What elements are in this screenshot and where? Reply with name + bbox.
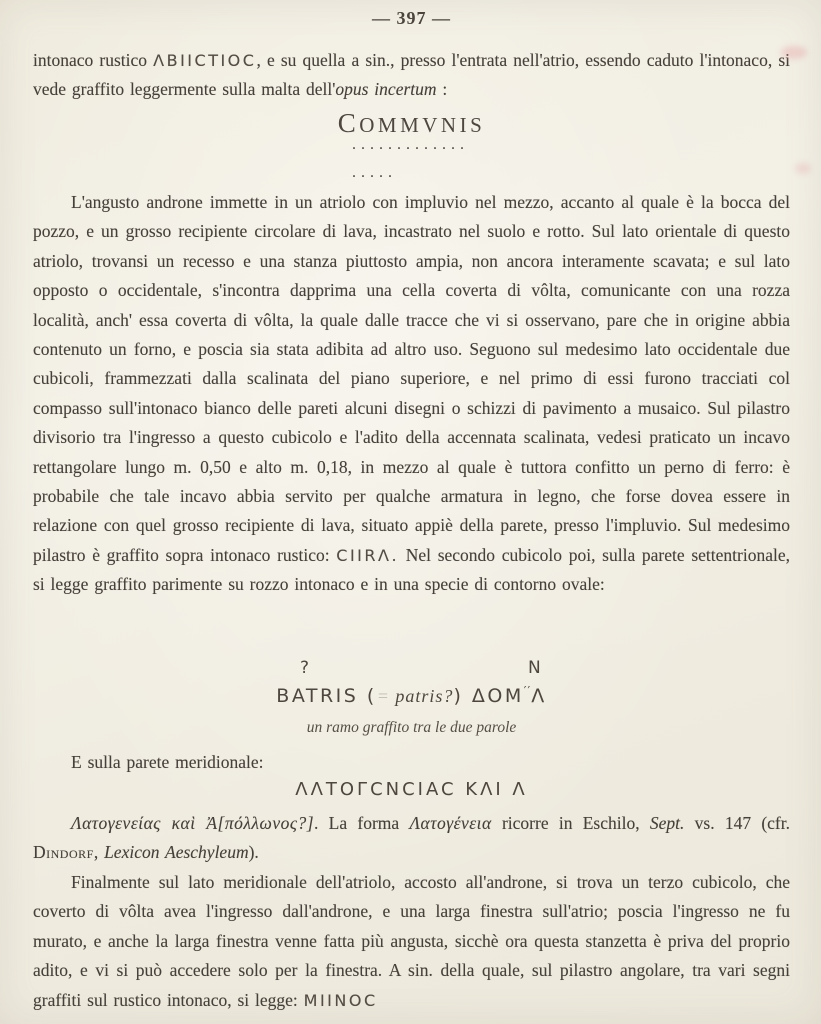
paragraph-continuation — [33, 46, 790, 105]
inscription-caption: un ramo graffito tra le due parole — [306, 719, 517, 736]
paragraph-meridionale: E sulla parete meridionale: — [71, 752, 264, 772]
paragraph-text: , e su quella a sin., presso l'entrata nell'atrio, essendo caduto l'intonaco, si vede graffito leggermente sulla malta dell' — [33, 50, 790, 100]
graffito-miinoc: MIINOC — [303, 990, 378, 1010]
paragraph-main — [33, 188, 790, 600]
paragraph-final — [33, 868, 790, 1015]
inscription-communis: COMMVNIS — [337, 108, 486, 138]
work-title-lexicon: Lexicon Aeschyleum — [104, 842, 249, 863]
inscription-text: ) ΔOM — [453, 685, 524, 707]
inscription-text: Λ — [531, 685, 547, 707]
paragraph-text: : — [436, 79, 448, 100]
inscription-greek-latogenciac: ΛΛTOΓCNCIAC KΛI Λ — [295, 779, 528, 800]
paragraph-text: ). — [248, 842, 259, 863]
work-title-sept: Sept. — [649, 813, 685, 833]
inscription-superscript-marks — [33, 658, 790, 684]
latin-term-opus-incertum: opus incertum — [335, 79, 437, 100]
question-mark-above: ? — [300, 658, 310, 678]
paragraph-text: vs. 147 (cfr. — [684, 813, 790, 833]
graffito-ciira: CIIRΛ. — [336, 545, 400, 565]
letter-n-above: N — [528, 658, 541, 678]
author-dindorf: Dindorf — [33, 842, 94, 863]
patris-gloss: patris? — [389, 686, 454, 706]
pink-stain — [795, 163, 811, 174]
paragraph-greek-commentary — [33, 809, 790, 868]
pink-stain — [781, 46, 807, 59]
dotted-line-1: ............. — [352, 136, 469, 153]
inscription-text: BATRIS ( — [276, 685, 377, 707]
paragraph-text: ricorre in Eschilo, — [491, 813, 650, 833]
paragraph-text: Finalmente sul lato meridionale dell'atriolo, accosto all'androne, si trova un terzo cubicolo, che coverto di vôlta avea l'ingresso dall'androne, e una larga finestra sull'atrio; poscia l'ingresso ne fu murato, e anche la larga finestra venne fatta più angusta, sicchè ora questa stanzetta è priva del proprio adito, e vi si può accedere solo per la finestra. A sin. della quale, sul pilastro angolare, tra vari segni graffiti sul rustico intonaco, si legge: — [33, 872, 790, 1010]
inscription-batris-doma — [33, 684, 790, 707]
greek-phrase: Λατογενείας καὶ Ἀ[πόλλωνος?] — [71, 813, 315, 833]
paragraph-text: L'angusto androne immette in un atriolo con impluvio nel mezzo, accanto al quale è la bocca del pozzo, e un grosso recipiente circolare di lava, incastrato nel suolo e rotto. Sul lato orientale di questo atriolo, trovansi un recesso e una stanza piuttosto ampia, non ancora interamente scavata; e sul lato opposto o occidentale, s'incontra dapprima una cella coverta di vôlta, comunicante con una rozza località, anch' essa coverta di vôlta, la quale dalle tracce che vi si osservano, pare che in origine abbia contenuto un forno, e poscia sia stata adibita ad altro uso. Seguono sul medesimo lato occidentale due cubicoli, frammezzati dalla scalinata del piano superiore, e nel primo di essi furono tracciati col compasso sull'intonaco bianco delle pareti alcuni disegni o schizzi di pavimento a musaico. Sul pilastro divisorio tra l'ingresso a questo cubicolo e l'adito della accennata scalinata, vedesi praticato un incavo rettangolare lungo m. 0,50 e alto m. 0,18, in mezzo al quale è tuttora confitto un perno di ferro: è probabile che tale incavo abbia servito per qualche armatura in legno, che forse dovea essere in relazione con quel grosso recipiente di lava, situato appiè della parete, presso l'impluvio. Sul medesimo pilastro è graffito sopra intonaco rustico: — [33, 192, 790, 565]
paragraph-text: Nel secondo cubicolo poi, sulla parete settentrionale, si legge graffito parimente su rozzo intonaco e in una specie di contorno ovale: — [33, 544, 790, 595]
page-number: — 397 — — [372, 8, 451, 28]
dotted-line-2: ..... — [352, 164, 397, 181]
paragraph-text: , — [93, 842, 105, 863]
graffito-abiictioc: ΛBIICTIOC — [153, 51, 257, 70]
greek-word: Λατογένεια — [409, 813, 492, 833]
faint-equals-sign: = — [376, 686, 390, 706]
damage-tick-marks: ′′ — [523, 684, 532, 698]
paragraph-text: intonaco rustico — [33, 50, 154, 70]
paragraph-text: . La forma — [314, 813, 410, 833]
